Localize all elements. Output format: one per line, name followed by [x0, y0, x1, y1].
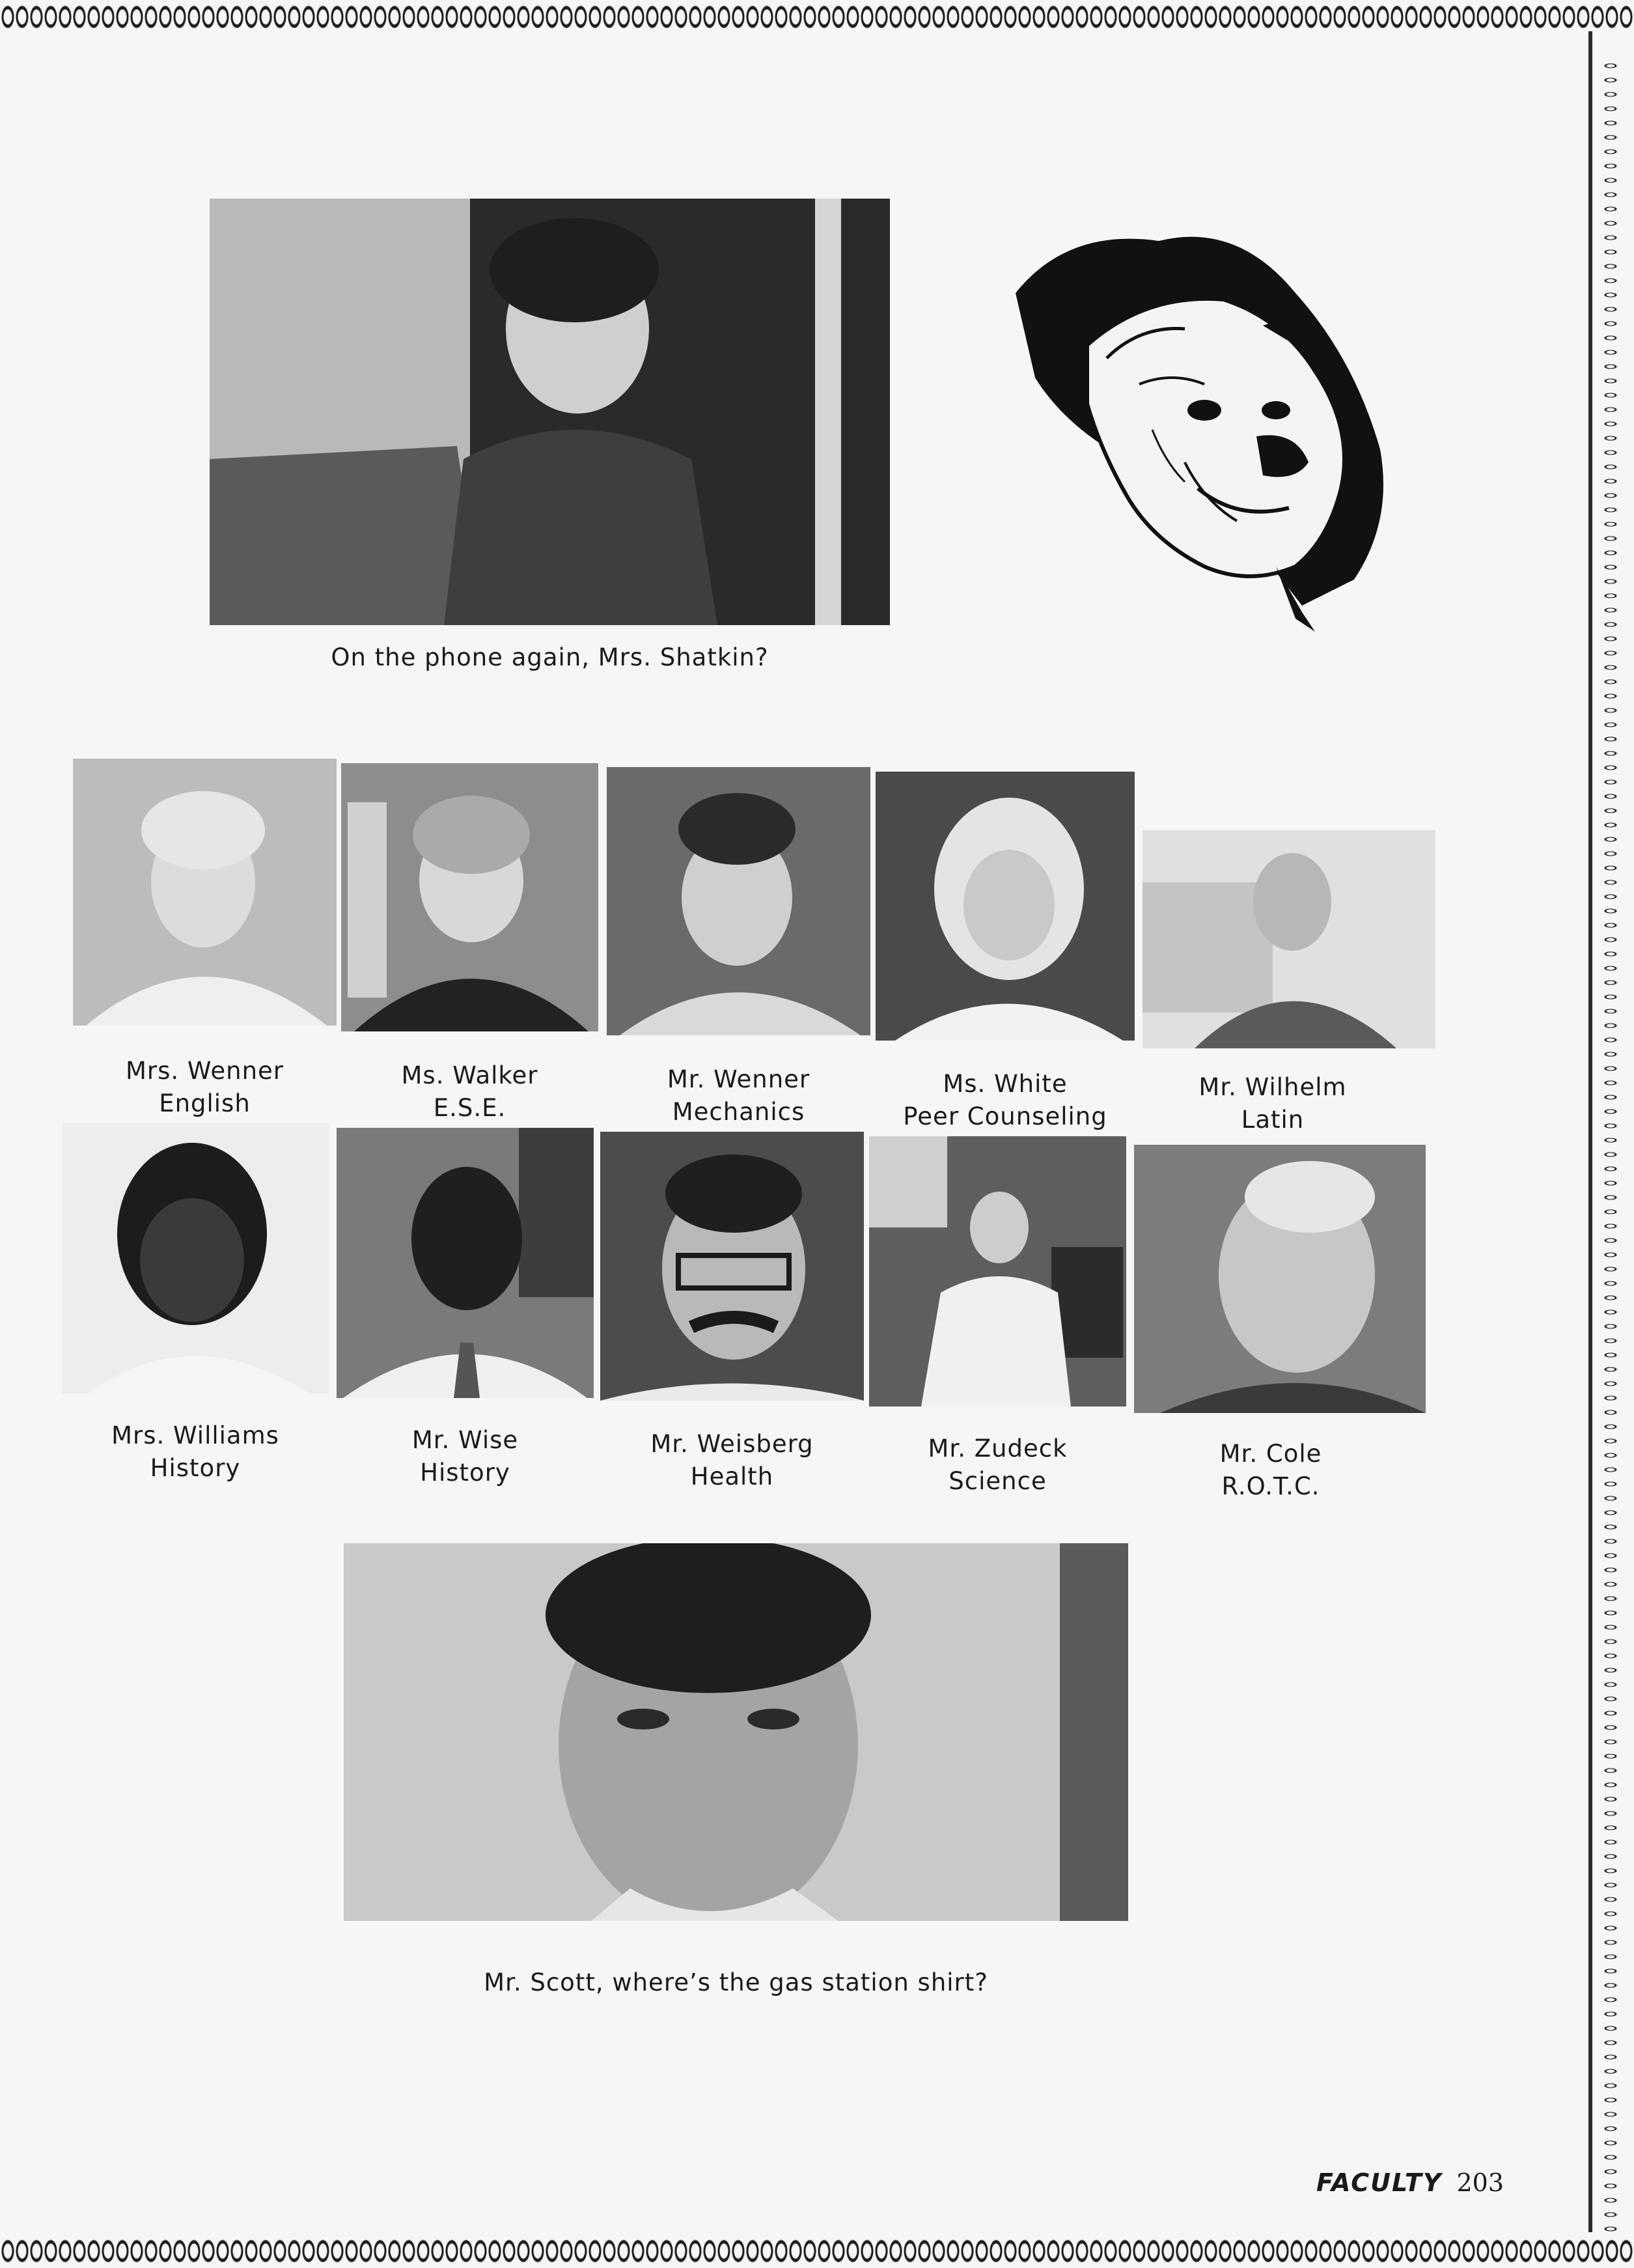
faculty-subject: Mechanics	[672, 1098, 805, 1126]
faculty-subject: Latin	[1241, 1106, 1305, 1134]
faculty-name: Mrs. Wenner	[126, 1057, 284, 1085]
caption-mr-wise	[337, 1424, 594, 1489]
caption-mr-zudeck	[869, 1433, 1126, 1498]
faculty-subject: English	[159, 1089, 251, 1117]
caption-mr-wenner	[607, 1063, 870, 1128]
caption-text: On the phone again, Mrs. Shatkin?	[331, 643, 769, 671]
caption-mrs-wenner	[73, 1055, 337, 1120]
caption-text: Mr. Scott, where’s the gas station shirt?	[484, 1968, 988, 1996]
caption-ms-white	[876, 1068, 1135, 1133]
faculty-name: Mr. Weisberg	[650, 1430, 814, 1458]
faculty-name: Mr. Wenner	[667, 1065, 810, 1093]
caption-mr-cole	[1134, 1438, 1407, 1503]
bottom-photo-caption	[344, 1967, 1128, 1999]
faculty-name: Mr. Zudeck	[928, 1435, 1068, 1463]
top-loop-border	[0, 3, 1634, 31]
faculty-name: Mr. Cole	[1219, 1440, 1322, 1468]
bulldog-mascot-illustration	[990, 215, 1406, 638]
page-number: 203	[1456, 2168, 1504, 2197]
bottom-loop-border	[0, 2237, 1634, 2265]
photo-mr-weisberg	[600, 1132, 864, 1401]
right-loop-border	[1591, 59, 1630, 2235]
photo-mrs-wenner	[73, 759, 337, 1026]
caption-ms-walker	[341, 1059, 598, 1125]
photo-mr-zudeck	[869, 1136, 1126, 1407]
photo-mr-cole	[1134, 1145, 1426, 1413]
top-photo-caption	[210, 641, 890, 674]
faculty-name: Mr. Wilhelm	[1198, 1073, 1347, 1101]
photo-mr-wilhelm	[1142, 830, 1435, 1048]
faculty-name: Mr. Wise	[411, 1426, 519, 1454]
faculty-subject: Health	[690, 1463, 774, 1491]
faculty-subject: R.O.T.C.	[1221, 1472, 1320, 1500]
section-title: FACULTY	[1316, 2168, 1443, 2197]
faculty-name: Ms. White	[943, 1070, 1068, 1098]
page-footer	[1316, 2168, 1504, 2197]
photo-mr-scott	[344, 1543, 1128, 1921]
faculty-subject: Peer Counseling	[903, 1102, 1107, 1130]
faculty-subject: E.S.E.	[433, 1094, 506, 1122]
faculty-subject: History	[420, 1459, 510, 1487]
photo-ms-white	[876, 772, 1135, 1041]
photo-shatkin	[210, 199, 890, 625]
faculty-name: Mrs. Williams	[111, 1421, 279, 1449]
faculty-subject: Science	[949, 1467, 1047, 1495]
photo-mr-wise	[337, 1128, 594, 1398]
caption-mr-weisberg	[600, 1428, 864, 1493]
photo-ms-walker	[341, 763, 598, 1031]
photo-mr-wenner	[607, 767, 870, 1035]
caption-mr-wilhelm	[1142, 1071, 1403, 1136]
faculty-name: Ms. Walker	[401, 1061, 538, 1089]
faculty-subject: History	[150, 1454, 241, 1482]
photo-mrs-williams	[62, 1123, 329, 1393]
caption-mrs-williams	[62, 1420, 329, 1485]
